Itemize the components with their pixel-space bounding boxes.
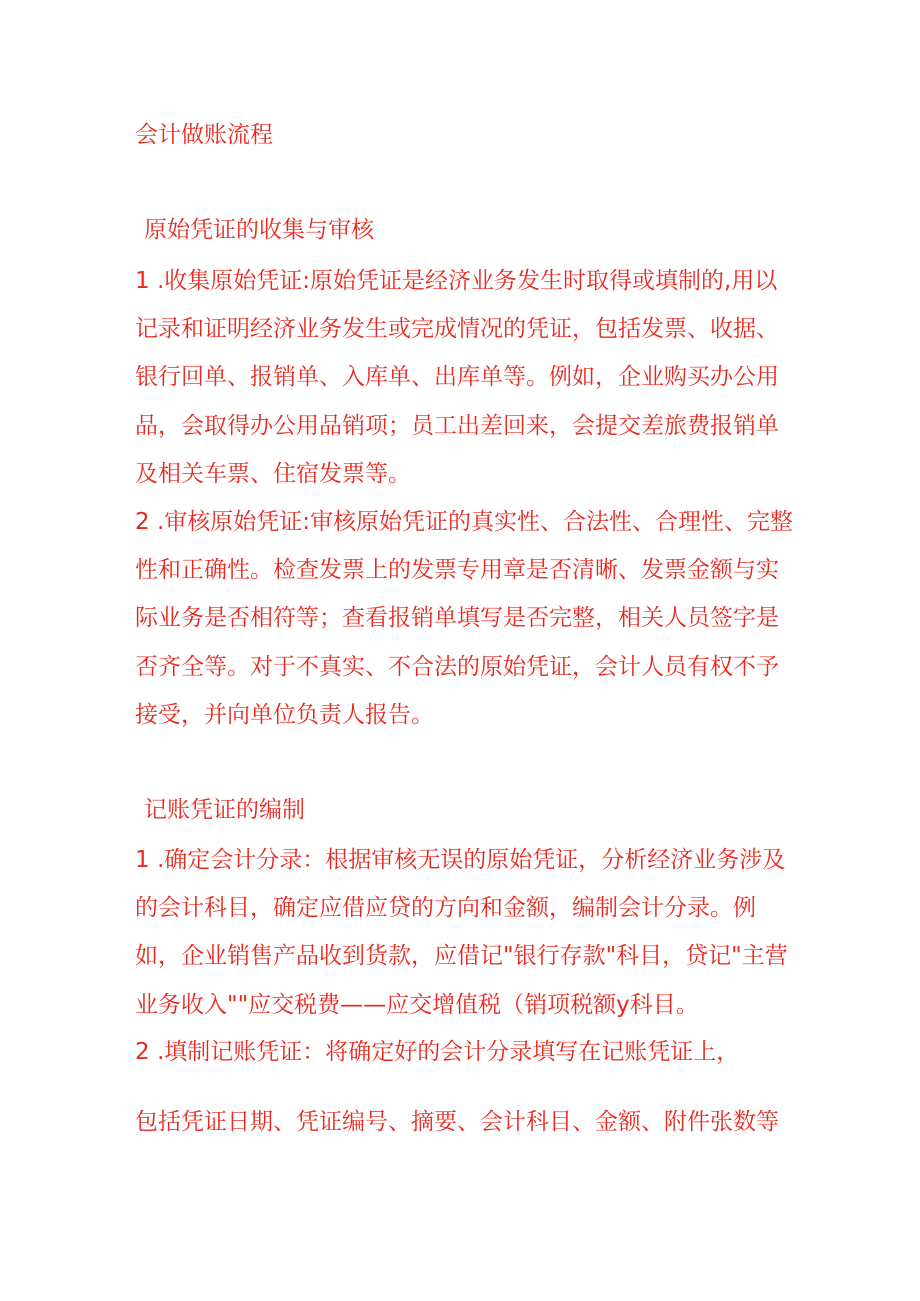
document-title: 会计做账流程	[135, 122, 273, 148]
paragraph-review-vouchers: 2 .审核原始凭证:审核原始凭证的真实性、合法性、合理性、完整性和正确性。检查发票上的发票专用章是否清晰、发票金额与实际业务是否相符等；查看报销单填写是否完整，相关人员签字是否齐全等。对于不真实、不合法的原始凭证，会计人员有权不予接受，并向单位负责人报告。	[135, 509, 794, 728]
paragraph-collect-vouchers: 1 .收集原始凭证:原始凭证是经济业务发生时取得或填制的,用以记录和证明经济业务发生或完成情况的凭证，包括发票、收据、银行回单、报销单、入库单、出库单等。例如，企业购买办公用品，会取得办公用品销项；员工出差回来，会提交差旅费报销单及相关车票、住宿发票等。	[135, 268, 779, 487]
section-heading-original-vouchers: 原始凭证的收集与审核	[144, 217, 374, 243]
section-heading-bookkeeping-vouchers: 记账凭证的编制	[144, 797, 305, 823]
paragraph-journal-entries: 1 .确定会计分录：根据审核无误的原始凭证，分析经济业务涉及的会计科目，确定应借应贷的方向和金额，编制会计分录。例如，企业销售产品收到货款，应借记"银行存款"科目，贷记"主营业务收入""应交税费——应交增值税（销项税额y科目。	[135, 847, 788, 1018]
paragraph-fill-vouchers: 2 .填制记账凭证：将确定好的会计分录填写在记账凭证上，	[135, 1039, 740, 1065]
paragraph-voucher-contents: 包括凭证日期、凭证编号、摘要、会计科目、金额、附件张数等	[135, 1109, 779, 1135]
